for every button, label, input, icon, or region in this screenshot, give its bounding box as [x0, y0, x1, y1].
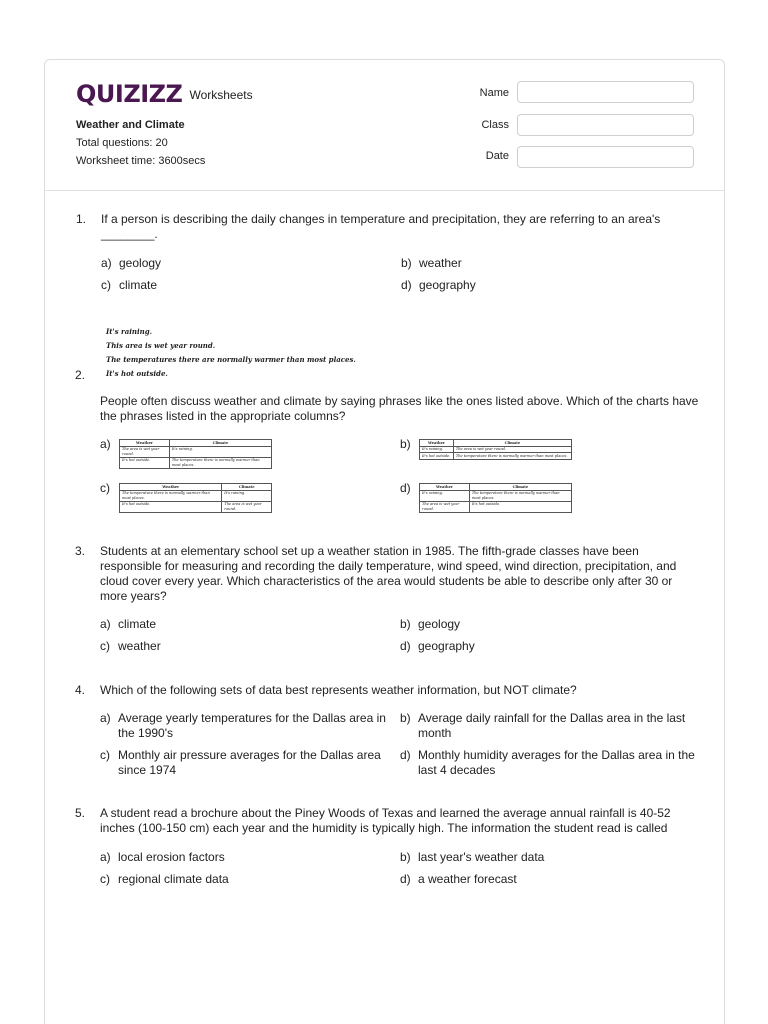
question-number: 3. [75, 544, 86, 558]
question-text: People often discuss weather and climate by saying phrases like the ones listed above. Which of the charts have the phrases listed in the appropriate columns? [100, 394, 699, 423]
worksheet-time: Worksheet time: 3600secs [76, 155, 206, 167]
question-text: Students at an elementary school set up a weather station in 1985. The fifth-grade classes have been responsible for measuring and recording the daily temperature, wind speed, wind direction, precipitation, and cloud cover every year. Which characteristics of the area would students be able to describe only after 30 or more years? [100, 544, 677, 603]
option-4b[interactable] [400, 711, 698, 741]
option-2c[interactable] [100, 481, 118, 496]
phrase-line: This area is wet year round. [106, 341, 216, 350]
option-letter: b) [400, 711, 411, 725]
option-letter: c) [100, 639, 110, 653]
table-cell: It's raining. [222, 490, 272, 501]
option-letter: d) [401, 278, 412, 292]
option-letter: d) [400, 872, 411, 886]
option-1a[interactable] [101, 256, 391, 271]
table-cell: The temperature there is normally warmer than most places. [169, 457, 271, 468]
date-field[interactable] [517, 146, 694, 168]
option-letter: a) [101, 256, 112, 270]
chart-table-b [419, 439, 572, 460]
option-4d[interactable] [400, 748, 698, 778]
option-text: climate [119, 278, 158, 292]
brand-logo [76, 80, 253, 108]
option-text: weather [118, 639, 161, 653]
option-text: last year's weather data [418, 850, 545, 864]
option-4c[interactable] [100, 748, 395, 778]
option-text: geography [418, 639, 475, 653]
option-2d[interactable] [400, 481, 418, 496]
option-4a[interactable] [100, 711, 395, 741]
weather-header: Weather [420, 440, 454, 447]
option-1c[interactable] [101, 278, 391, 293]
phrase-line: The temperatures there are normally warmer than most places. [106, 355, 356, 364]
option-letter: a) [100, 437, 111, 451]
total-questions: Total questions: 20 [76, 137, 168, 149]
question-number: 1. [76, 212, 87, 226]
option-text: a weather forecast [418, 872, 517, 886]
table-cell: The area is wet year round. [222, 501, 272, 512]
question-text: Which of the following sets of data best represents weather information, but NOT climate? [100, 683, 577, 697]
option-text: geology [119, 256, 162, 270]
option-1d[interactable] [401, 278, 701, 293]
option-text: climate [118, 617, 157, 631]
table-cell: The temperature there is normally warmer than most places. [453, 453, 571, 460]
option-letter: c) [100, 748, 110, 762]
class-label: Class [481, 119, 509, 131]
option-letter: d) [400, 748, 411, 762]
option-5a[interactable] [100, 850, 390, 865]
option-letter: a) [100, 617, 111, 631]
brand-subtitle: Worksheets [189, 88, 253, 102]
weather-header: Weather [120, 440, 170, 447]
option-letter: d) [400, 481, 411, 495]
table-cell: The temperature there is normally warmer than most places. [120, 490, 222, 501]
option-letter: b) [401, 256, 412, 270]
table-cell: It's raining. [420, 446, 454, 453]
climate-header: Climate [169, 440, 271, 447]
chart-table-a [119, 439, 272, 469]
option-text: local erosion factors [118, 850, 225, 864]
option-letter: c) [100, 481, 110, 495]
option-text: geology [418, 617, 461, 631]
option-letter: d) [400, 639, 411, 653]
phrase-line: It's hot outside. [106, 369, 168, 378]
option-3b[interactable] [400, 617, 700, 632]
option-1b[interactable] [401, 256, 701, 271]
option-3c[interactable] [100, 639, 390, 654]
chart-table-c [119, 483, 272, 513]
option-text: Average yearly temperatures for the Dallas area in the 1990's [118, 711, 386, 740]
option-2b[interactable] [400, 437, 418, 452]
table-cell: It's hot outside. [120, 501, 222, 512]
weather-header: Weather [420, 484, 470, 491]
question-number: 4. [75, 683, 86, 697]
option-5c[interactable] [100, 872, 390, 887]
table-cell: It's hot outside. [469, 501, 571, 512]
table-cell: It's hot outside. [120, 457, 170, 468]
climate-header: Climate [222, 484, 272, 491]
table-cell: It's raining. [420, 490, 470, 501]
option-letter: b) [400, 850, 411, 864]
option-3a[interactable] [100, 617, 390, 632]
option-letter: a) [100, 711, 111, 725]
quizizz-logo: QUIZIZZ [76, 80, 183, 108]
name-label: Name [479, 87, 509, 99]
table-cell: It's raining. [169, 446, 271, 457]
date-label: Date [485, 150, 509, 162]
option-text: Average daily rainfall for the Dallas area in the last month [418, 711, 686, 740]
climate-header: Climate [469, 484, 571, 491]
option-letter: b) [400, 617, 411, 631]
question-text: If a person is describing the daily changes in temperature and precipitation, they are referring to an area's ________. [101, 212, 661, 241]
option-text: Monthly air pressure averages for the Dallas area since 1974 [118, 748, 381, 777]
phrase-line: It's raining. [106, 327, 153, 336]
phrase-list-image [106, 325, 356, 381]
option-text: regional climate data [118, 872, 229, 886]
option-3d[interactable] [400, 639, 700, 654]
question-number: 5. [75, 806, 86, 820]
table-cell: The area is wet year round. [420, 501, 470, 512]
option-letter: a) [100, 850, 111, 864]
class-field[interactable] [517, 114, 694, 136]
option-letter: b) [400, 437, 411, 451]
option-5b[interactable] [400, 850, 700, 865]
option-text: Monthly humidity averages for the Dallas area in the last 4 decades [418, 748, 695, 777]
name-field[interactable] [517, 81, 694, 103]
option-letter: c) [101, 278, 111, 292]
table-cell: It's hot outside. [420, 453, 454, 460]
worksheet-title: Weather and Climate [76, 119, 185, 131]
question-number: 2. [75, 368, 86, 382]
climate-header: Climate [453, 440, 571, 447]
chart-table-d [419, 483, 572, 513]
question-text: A student read a brochure about the Piney Woods of Texas and learned the average annual rainfall is 40-52 inches (100-150 cm) each year and the humidity is typically high. The information the student read is called [100, 806, 671, 835]
table-cell: The area is wet year round. [453, 446, 571, 453]
option-text: weather [419, 256, 462, 270]
option-letter: c) [100, 872, 110, 886]
table-cell: The temperature there is normally warmer than most places. [469, 490, 571, 501]
weather-header: Weather [120, 484, 222, 491]
worksheet-header [45, 60, 724, 191]
option-text: geography [419, 278, 476, 292]
table-cell: The area is wet year round. [120, 446, 170, 457]
option-2a[interactable] [100, 437, 118, 452]
option-5d[interactable] [400, 872, 700, 887]
